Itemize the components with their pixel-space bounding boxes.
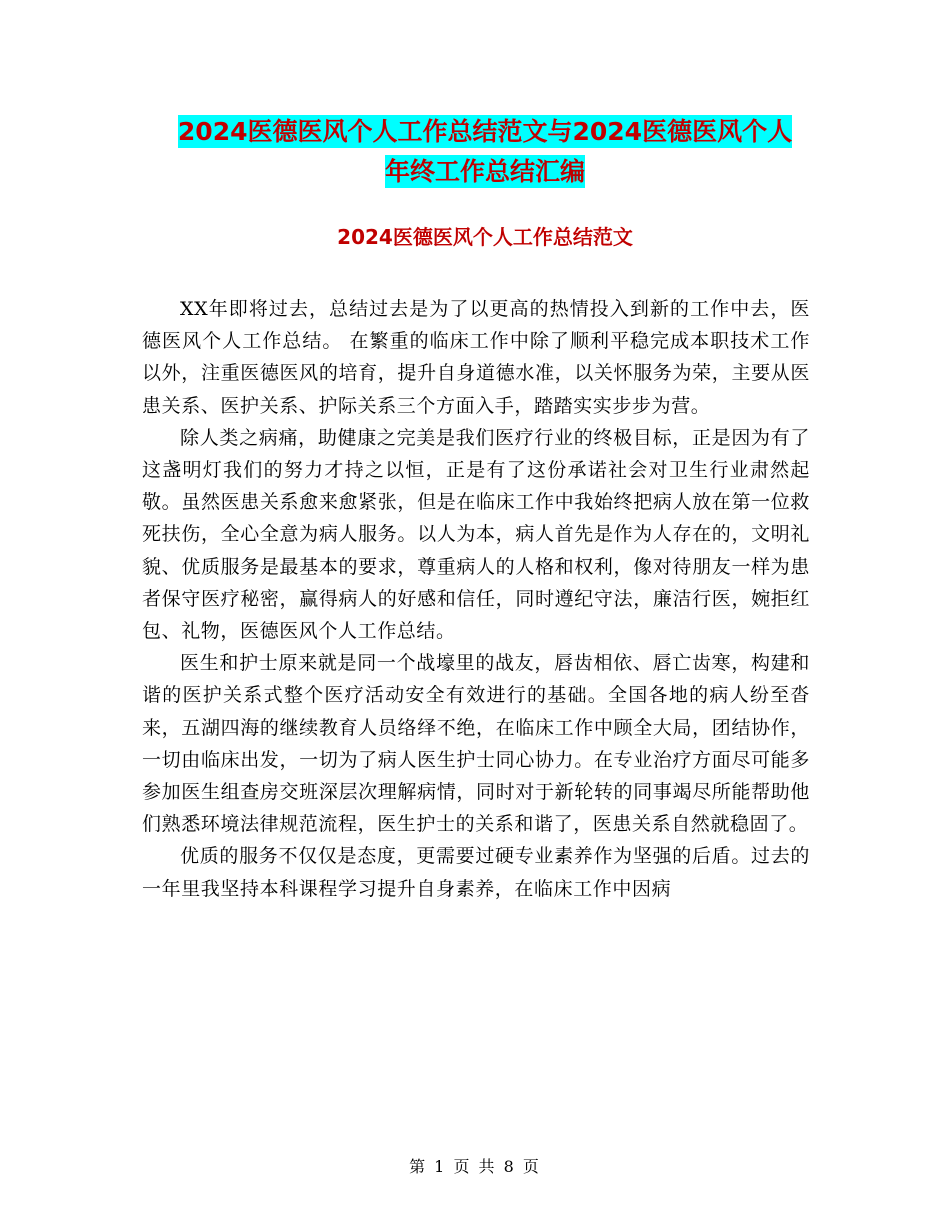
paragraph-3: 医生和护士原来就是同一个战壕里的战友，唇齿相依、唇亡齿寒，构建和谐的医护关系式整个医疗活动安全有效进行的基础。全国各地的病人纷至沓来，五湖四海的继续教育人员络绎不绝，在临床工作中顾全大局，团结协作，一切由临床出发，一切为了病人医生护士同心协力。在专业治疗方面尽可能多参加医生组查房交班深层次理解病情，同时对于新轮转的同事竭尽所能帮助他们熟悉环境法律规范流程，医生护士的关系和谐了，医患关系自然就稳固了。 bbox=[142, 652, 810, 836]
document-title bbox=[140, 112, 830, 192]
body-text bbox=[142, 293, 810, 905]
section-heading: 2024医德医风个人工作总结范文 bbox=[337, 225, 633, 249]
title-line-2: 年终工作总结汇编 bbox=[384, 157, 585, 186]
title-line-1: 2024医德医风个人工作总结范文与2024医德医风个人 bbox=[177, 117, 793, 146]
paragraph-4: 优质的服务不仅仅是态度，更需要过硬专业素养作为坚强的后盾。过去的一年里我坚持本科课程学习提升自身素养，在临床工作中因病 bbox=[142, 845, 810, 900]
paragraph-1: XX年即将过去，总结过去是为了以更高的热情投入到新的工作中去，医德医风个人工作总结。 在繁重的临床工作中除了顺利平稳完成本职技术工作以外，注重医德医风的培育，提升自身道德水准，以关怀服务为荣，主要从医患关系、医护关系、护际关系三个方面入手，踏踏实实步步为营。 bbox=[142, 298, 810, 417]
page-footer: 第 1 页 共 8 页 bbox=[409, 1157, 541, 1176]
paragraph-2: 除人类之病痛，助健康之完美是我们医疗行业的终极目标，正是因为有了这盏明灯我们的努力才持之以恒，正是有了这份承诺社会对卫生行业肃然起敬。虽然医患关系愈来愈紧张，但是在临床工作中我始终把病人放在第一位救死扶伤，全心全意为病人服务。以人为本，病人首先是作为人存在的，文明礼貌、优质服务是最基本的要求，尊重病人的人格和权利，像对待朋友一样为患者保守医疗秘密，赢得病人的好感和信任，同时遵纪守法，廉洁行医，婉拒红包、礼物，医德医风个人工作总结。 bbox=[142, 426, 810, 643]
